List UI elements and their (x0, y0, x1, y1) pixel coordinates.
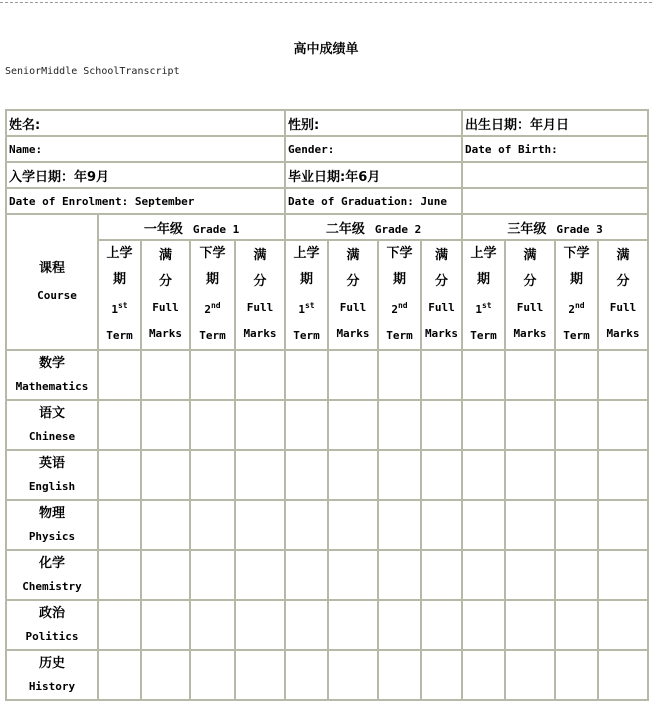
full-marks-en-2: Marks (606, 327, 640, 340)
subject-name-en: English (28, 480, 76, 493)
score-cell[interactable] (285, 350, 328, 400)
score-cell[interactable] (555, 650, 598, 700)
course-header (6, 214, 98, 350)
second-term-num: 2 (568, 303, 575, 316)
page-subtitle: SeniorMiddle SchoolTranscript (5, 66, 180, 77)
score-cell[interactable] (378, 550, 421, 600)
score-cell[interactable] (598, 500, 648, 550)
empty-cell (462, 188, 648, 214)
course-header-cn: 课程 (38, 261, 65, 276)
grade-1-header (98, 214, 285, 240)
grade-1-en: Grade 1 (192, 222, 240, 236)
score-cell[interactable] (190, 400, 235, 450)
second-term-cn-1: 下学 (563, 246, 590, 261)
birth-cn-label: 出生日期：年月日 (462, 110, 648, 136)
score-cell[interactable] (421, 500, 462, 550)
score-cell[interactable] (462, 450, 505, 500)
score-cell[interactable] (555, 600, 598, 650)
score-cell[interactable] (505, 600, 555, 650)
subject-row (6, 550, 648, 600)
score-cell[interactable] (598, 450, 648, 500)
full-marks-cn-2: 分 (346, 274, 360, 289)
score-cell[interactable] (328, 350, 378, 400)
grad-cn-label: 毕业日期:年6月 (285, 162, 462, 188)
course-header-en: Course (37, 289, 77, 302)
full-marks-header (598, 240, 648, 350)
grad-en-label: Date of Graduation: June (285, 188, 462, 214)
score-cell[interactable] (328, 650, 378, 700)
subject-name-cn: 语文 (38, 406, 65, 421)
score-cell[interactable] (98, 450, 141, 500)
name-cn-label: 姓名: (6, 110, 285, 136)
score-cell[interactable] (328, 500, 378, 550)
score-cell[interactable] (462, 600, 505, 650)
score-cell[interactable] (505, 650, 555, 700)
score-cell[interactable] (462, 550, 505, 600)
full-marks-en-1: Full (609, 301, 637, 314)
second-term-num: 2 (391, 303, 398, 316)
second-term-sup: nd (397, 301, 408, 310)
second-term-en: Term (386, 329, 413, 342)
full-marks-header (235, 240, 285, 350)
first-term-ordinal (463, 293, 504, 323)
subject-name (6, 400, 98, 450)
score-cell[interactable] (505, 400, 555, 450)
subject-name-cn: 英语 (38, 456, 65, 471)
full-marks-cn-2: 分 (158, 274, 172, 289)
full-marks-cn-2: 分 (523, 274, 537, 289)
score-cell[interactable] (141, 500, 190, 550)
empty-cell (462, 162, 648, 188)
score-cell[interactable] (378, 600, 421, 650)
second-term-en: Term (199, 329, 226, 342)
score-cell[interactable] (141, 650, 190, 700)
first-term-num: 1 (475, 303, 482, 316)
grade-1-cn: 一年级 (143, 221, 183, 237)
subject-row (6, 650, 648, 700)
term-header-row (6, 240, 648, 350)
score-cell[interactable] (98, 350, 141, 400)
second-term-ordinal (556, 293, 597, 323)
score-cell[interactable] (235, 650, 285, 700)
score-cell[interactable] (505, 550, 555, 600)
score-cell[interactable] (328, 400, 378, 450)
first-term-num: 1 (111, 303, 118, 316)
score-cell[interactable] (555, 550, 598, 600)
score-cell[interactable] (421, 600, 462, 650)
score-cell[interactable] (235, 400, 285, 450)
score-cell[interactable] (328, 550, 378, 600)
enrol-en-label: Date of Enrolment: September (6, 188, 285, 214)
subject-name (6, 500, 98, 550)
score-cell[interactable] (421, 450, 462, 500)
full-marks-en-2: Marks (424, 327, 459, 340)
first-term-header (98, 240, 141, 350)
full-marks-cn-1: 满 (434, 248, 448, 263)
first-term-header (462, 240, 505, 350)
full-marks-en-1: Full (339, 301, 367, 314)
score-cell[interactable] (141, 600, 190, 650)
gender-cn-label: 性别: (285, 110, 462, 136)
top-dashed-border (0, 2, 652, 3)
full-marks-en-2: Marks (513, 327, 547, 340)
second-term-cn-2: 期 (569, 272, 583, 287)
subject-name (6, 450, 98, 500)
subject-name-en: Chinese (28, 430, 76, 443)
score-cell[interactable] (555, 400, 598, 450)
score-cell[interactable] (328, 450, 378, 500)
score-cell[interactable] (505, 350, 555, 400)
full-marks-en-1: Full (246, 301, 274, 314)
full-marks-en-1: Full (516, 301, 544, 314)
score-cell[interactable] (190, 600, 235, 650)
score-cell[interactable] (235, 550, 285, 600)
score-cell[interactable] (285, 550, 328, 600)
name-en-label: Name: (6, 136, 285, 162)
second-term-cn-1: 下学 (386, 246, 413, 261)
score-cell[interactable] (285, 400, 328, 450)
gender-en-label: Gender: (285, 136, 462, 162)
info-row-cn-1 (6, 110, 648, 136)
score-cell[interactable] (555, 350, 598, 400)
score-cell[interactable] (98, 600, 141, 650)
full-marks-en-2: Marks (336, 327, 370, 340)
score-cell[interactable] (378, 650, 421, 700)
grade-3-cn: 三年级 (507, 221, 547, 237)
info-row-cn-2 (6, 162, 648, 188)
full-marks-en-2: Marks (148, 327, 183, 340)
score-cell[interactable] (98, 400, 141, 450)
score-cell[interactable] (285, 600, 328, 650)
first-term-cn-2: 期 (112, 272, 126, 287)
full-marks-cn-2: 分 (434, 274, 448, 289)
score-cell[interactable] (598, 650, 648, 700)
second-term-en: Term (563, 329, 590, 342)
subject-name-cn: 化学 (38, 556, 65, 571)
subject-rows (6, 350, 648, 700)
score-cell[interactable] (462, 650, 505, 700)
subject-row (6, 500, 648, 550)
subject-name (6, 350, 98, 400)
second-term-cn-2: 期 (392, 272, 406, 287)
score-cell[interactable] (462, 400, 505, 450)
first-term-en: Term (470, 329, 497, 342)
transcript-table (5, 109, 649, 701)
subject-name-en: Physics (28, 530, 76, 543)
first-term-cn-1: 上学 (293, 246, 320, 261)
second-term-num: 2 (204, 303, 211, 316)
score-cell[interactable] (285, 450, 328, 500)
score-cell[interactable] (190, 500, 235, 550)
subject-name-en: History (28, 680, 76, 693)
first-term-en: Term (106, 329, 133, 342)
full-marks-header (421, 240, 462, 350)
info-row-en-2 (6, 188, 648, 214)
first-term-sup: st (304, 301, 315, 310)
score-cell[interactable] (235, 500, 285, 550)
full-marks-header (328, 240, 378, 350)
second-term-ordinal (191, 293, 234, 323)
score-cell[interactable] (235, 450, 285, 500)
score-cell[interactable] (141, 450, 190, 500)
score-cell[interactable] (505, 450, 555, 500)
score-cell[interactable] (378, 400, 421, 450)
first-term-cn-2: 期 (299, 272, 313, 287)
score-cell[interactable] (141, 550, 190, 600)
subject-name-en: Mathematics (15, 380, 89, 393)
score-cell[interactable] (421, 650, 462, 700)
score-cell[interactable] (190, 550, 235, 600)
full-marks-cn-1: 满 (253, 248, 267, 263)
score-cell[interactable] (378, 350, 421, 400)
second-term-header (378, 240, 421, 350)
subject-name (6, 650, 98, 700)
score-cell[interactable] (141, 350, 190, 400)
score-cell[interactable] (328, 600, 378, 650)
score-cell[interactable] (598, 400, 648, 450)
score-cell[interactable] (141, 400, 190, 450)
second-term-sup: nd (574, 301, 585, 310)
subject-row (6, 400, 648, 450)
first-term-sup: st (117, 301, 128, 310)
score-cell[interactable] (462, 350, 505, 400)
subject-name-cn: 数学 (38, 356, 65, 371)
subject-name-cn: 政治 (38, 606, 65, 621)
score-cell[interactable] (190, 450, 235, 500)
score-cell[interactable] (421, 400, 462, 450)
subject-name-cn: 物理 (38, 506, 65, 521)
score-cell[interactable] (98, 650, 141, 700)
grade-3-en: Grade 3 (556, 222, 603, 236)
score-cell[interactable] (235, 600, 285, 650)
subject-row (6, 600, 648, 650)
score-cell[interactable] (285, 650, 328, 700)
full-marks-cn-2: 分 (253, 274, 267, 289)
enrol-cn-label: 入学日期：年9月 (6, 162, 285, 188)
full-marks-cn-1: 满 (616, 248, 630, 263)
score-cell[interactable] (555, 500, 598, 550)
second-term-ordinal (379, 293, 420, 323)
first-term-cn-1: 上学 (106, 246, 133, 261)
first-term-cn-1: 上学 (470, 246, 497, 261)
score-cell[interactable] (235, 350, 285, 400)
grade-2-en: Grade 2 (374, 222, 422, 236)
grade-3-header (462, 214, 648, 240)
full-marks-cn-2: 分 (616, 274, 630, 289)
first-term-ordinal (286, 293, 327, 323)
score-cell[interactable] (505, 500, 555, 550)
full-marks-cn-1: 满 (346, 248, 360, 263)
score-cell[interactable] (378, 500, 421, 550)
full-marks-cn-1: 满 (158, 248, 172, 263)
second-term-header (190, 240, 235, 350)
second-term-header (555, 240, 598, 350)
score-cell[interactable] (598, 350, 648, 400)
score-cell[interactable] (190, 650, 235, 700)
score-cell[interactable] (462, 500, 505, 550)
score-cell[interactable] (421, 350, 462, 400)
grade-2-header (285, 214, 462, 240)
first-term-en: Term (293, 329, 320, 342)
full-marks-en-1: Full (152, 301, 179, 314)
subject-row (6, 450, 648, 500)
subject-name-cn: 历史 (38, 656, 65, 671)
first-term-ordinal (99, 293, 140, 323)
first-term-header (285, 240, 328, 350)
subject-name (6, 550, 98, 600)
first-term-num: 1 (298, 303, 305, 316)
subject-name-en: Chemistry (22, 580, 82, 593)
subject-name (6, 600, 98, 650)
score-cell[interactable] (598, 550, 648, 600)
second-term-cn-1: 下学 (199, 246, 226, 261)
full-marks-header (505, 240, 555, 350)
full-marks-cn-1: 满 (523, 248, 537, 263)
grade-header-row (6, 214, 648, 240)
subject-name-en: Politics (25, 630, 79, 643)
score-cell[interactable] (378, 450, 421, 500)
score-cell[interactable] (598, 600, 648, 650)
full-marks-header (141, 240, 190, 350)
second-term-sup: nd (210, 301, 221, 310)
score-cell[interactable] (98, 500, 141, 550)
score-cell[interactable] (421, 550, 462, 600)
info-row-en-1 (6, 136, 648, 162)
first-term-sup: st (481, 301, 492, 310)
first-term-cn-2: 期 (476, 272, 490, 287)
score-cell[interactable] (190, 350, 235, 400)
score-cell[interactable] (98, 550, 141, 600)
score-cell[interactable] (285, 500, 328, 550)
subject-row (6, 350, 648, 400)
birth-en-label: Date of Birth: (462, 136, 648, 162)
score-cell[interactable] (555, 450, 598, 500)
page-title: 高中成绩单 (293, 42, 359, 57)
full-marks-en-2: Marks (243, 327, 277, 340)
full-marks-en-1: Full (428, 301, 455, 314)
grade-2-cn: 二年级 (325, 221, 365, 237)
second-term-cn-2: 期 (205, 272, 219, 287)
